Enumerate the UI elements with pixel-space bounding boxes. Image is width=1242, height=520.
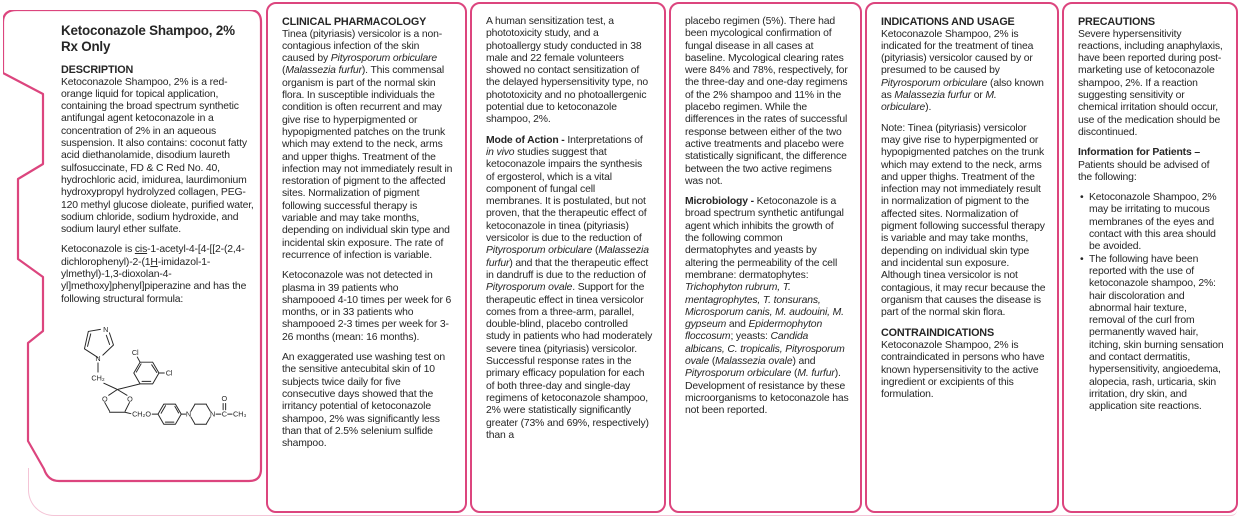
paragraph	[282, 352, 454, 450]
panel-blocks	[61, 23, 255, 306]
paragraph	[881, 29, 1046, 115]
bullet-item	[1078, 192, 1225, 253]
text-segment: Malassezia furfur	[285, 65, 362, 77]
text-segment: Trichophyton rubrum, T. mentagrophytes, T. tonsurans, Microsporum canis, M. audouini, M. gypseum	[685, 282, 844, 331]
text-segment: Ketoconazole Shampoo, 2% may be irritating to mucous membranes of the eyes and contact with this area should be avoided.	[1089, 192, 1217, 253]
text-segment: ) and that the therapeutic effect in dandruff is due to the reduction of	[486, 257, 649, 281]
atom-label: CH₂O	[132, 409, 152, 419]
section-heading: CONTRAINDICATIONS	[881, 327, 995, 340]
paragraph	[881, 123, 1046, 320]
text-segment: Note: Tinea (pityriasis) versicolor may give rise to hyperpigmented or hypopigmented patches on the trunk which may extend to the neck, arms and upper thighs. Treatment of the infection may not immediately result in normalization of pigment to the affected sites. Normalization of pigment following successful therapy is variable and may take months, depending on individual skin type and incidental sun exposure. Although tinea versicolor is not contagious, it may recur because the organism that causes the disease is part of the normal skin flora.	[881, 122, 1046, 319]
text-segment: Mode of Action -	[486, 134, 568, 146]
text-segment: Candida albicans, C. tropicalis, Pityrosporum ovale	[685, 331, 845, 368]
text-segment: ).	[925, 102, 932, 114]
text-segment: ) and	[792, 356, 816, 368]
text-segment: or	[970, 90, 986, 102]
text-segment: ; yeasts:	[730, 331, 771, 343]
panel-blocks	[486, 16, 653, 442]
text-segment: (	[709, 356, 716, 368]
text-segment: Severe hypersensitivity reactions, including anaphylaxis, have been reported during post-marketing use of ketoconazole shampoo, 2%. If a reaction suggesting sensitivity or chemical irritation should occur, use of the medication should be discontinued.	[1078, 28, 1223, 138]
bullet-text	[1089, 254, 1225, 414]
text-segment: Malassezia ovale	[715, 356, 793, 368]
text-segment: Pityrosporum orbiculare	[486, 245, 593, 257]
text-segment: A human sensitization test, a phototoxicity study, and a photoallergy study conducted in 38 male and 22 female volunteers showed no contact sensitization of the delayed hypersensitivity type, no phototoxicity and no photoallergenic potential due to ketoconazole shampoo, 2%.	[486, 16, 648, 126]
panel-blocks	[1078, 16, 1225, 414]
text-segment: Ketoconazole Shampoo, 2% is a red-orange liquid for topical application, containing the broad spectrum synthetic antifungal agent ketoconazole in a concentration of 2% in an aqueous suspension. It also contains: coconut fatty acid diethanolamide, disodium laureth sulfosuccinate, FD & C Red No. 40, hydrochloric acid, imidurea, laurdimonium hydroxypropyl hydrolyzed collagen, PEG-120 methyl glucose dioleate, purified water, sodium chloride, sodium hydroxide, and sodium lauryl ether sulfate.	[61, 76, 254, 236]
text-segment: M. orbiculare	[881, 90, 997, 114]
text-segment: (	[791, 368, 798, 380]
text-segment: Epidermophyton floccosum	[685, 319, 823, 343]
text-segment: Microbiology -	[685, 196, 757, 208]
atom-label: CH₃	[233, 409, 247, 419]
chemical-structure-formula	[61, 314, 255, 434]
text-segment: H	[150, 256, 158, 268]
text-segment: Pityrosporum orbiculare	[685, 368, 792, 380]
text-segment: Information for Patients –	[1078, 147, 1200, 159]
panel-blocks	[881, 16, 1046, 402]
text-segment: Malassezia furfur	[894, 90, 971, 102]
bullet-icon: •	[1080, 253, 1084, 265]
atom-label: O	[221, 394, 228, 404]
text-segment: Tinea (pityriasis) versicolor is a non-contagious infection of the skin caused by	[282, 28, 443, 65]
text-segment: An exaggerated use washing test on the sensitive antecubital skin of 10 subjects twice daily for five consecutive days showed that the irritancy potential of ketoconazole shampoo, 2% was significantly less than that of 2.5% selenium sulfide shampoo.	[282, 352, 445, 450]
product-title	[61, 23, 255, 55]
text-segment: (also known as	[881, 77, 1044, 102]
text-segment: Ketoconazole is a broad spectrum synthetic antifungal agent which inhibits the growth of the following common dermatophytes and yeasts by altering the permeability of the cell membrane: dermatophytes:	[685, 196, 844, 281]
text-segment: M. furfur	[797, 368, 835, 380]
atom-label: N	[103, 324, 109, 334]
atom-label: N	[185, 409, 192, 419]
paragraph	[282, 270, 454, 344]
atom-label: C	[221, 409, 228, 419]
text-segment: placebo regimen (5%). There had been mycological confirmation of fungal disease in all cases at baseline. Mycological clearing rates were 84% and 78%, respectively, for the three-day and one-day regimens of the 2% shampoo and 11% in the placebo regimen. While the differences in the rates of successful response between either of the two active treatments and placebo were statistically significant, the difference between the two active regimens was not.	[685, 16, 848, 187]
paragraph	[486, 135, 653, 442]
text-segment: and	[726, 319, 749, 331]
bullet-icon: •	[1080, 192, 1084, 204]
text-segment: Patients should be advised of the following:	[1078, 159, 1210, 183]
bullet-item	[1078, 254, 1225, 414]
product-title-line: Rx Only	[61, 39, 111, 54]
text-segment: Pityrosporum ovale	[486, 282, 573, 294]
paragraph	[685, 16, 849, 188]
text-segment: Pityrosporum orbiculare	[330, 53, 438, 65]
text-segment: Interpretations of	[567, 134, 643, 146]
paragraph	[282, 29, 454, 263]
atom-label: Cl	[131, 348, 139, 358]
atom-label: CH₂	[91, 373, 105, 383]
text-segment: Ketoconazole Shampoo, 2% is indicated for the treatment of tinea (pityriasis) versicolor caused by or presumed to be caused by	[881, 28, 1034, 77]
text-segment: studies suggest that ketoconazole impairs the synthesis of ergosterol, which is a vital component of fungal cell membranes. It is postulated, but not proven, that the therapeutic effect of ketoconazole in tinea (pityriasis) versicolor is due to the reduction of	[486, 146, 647, 245]
text-segment: in vivo	[486, 146, 515, 158]
product-title-line: Ketoconazole Shampoo, 2%	[61, 23, 235, 38]
panel-clinical-pharmacology-continued	[470, 2, 666, 513]
bullet-list	[1078, 192, 1225, 413]
text-segment: Ketoconazole was not detected in plasma in 39 patients who shampooed 4-10 times per week for 6 months, or in 33 patients who shampooed 2-3 times per week for 3-26 months (mean: 16 months).	[282, 270, 452, 343]
text-segment: Malassezia furfur	[486, 245, 649, 269]
panel-blocks	[282, 16, 454, 450]
paragraph	[1078, 147, 1225, 184]
panel-precautions	[1062, 2, 1238, 513]
atom-label: O	[127, 394, 133, 404]
text-segment: Ketoconazole is	[61, 244, 135, 256]
paragraph	[881, 340, 1046, 401]
paragraph	[1078, 29, 1225, 140]
bullet-text	[1089, 192, 1225, 253]
paragraph	[486, 16, 653, 127]
paragraph	[685, 196, 849, 417]
atom-label: N	[210, 409, 216, 419]
section-heading: DESCRIPTION	[61, 64, 134, 76]
panel-blocks	[685, 16, 849, 418]
text-segment: cis	[134, 244, 148, 256]
text-segment: Ketoconazole Shampoo, 2% is contraindicated in persons who have known hypersensitivity to the active ingredient or excipients of this formulation.	[881, 340, 1045, 401]
section-heading: INDICATIONS AND USAGE	[881, 16, 1015, 28]
panel-clinical-pharmacology	[266, 2, 467, 513]
text-segment: (	[282, 65, 286, 77]
panel-indications-contraindications	[865, 2, 1059, 513]
atom-label: N	[95, 353, 101, 363]
section-heading: CLINICAL PHARMACOLOGY	[282, 16, 427, 28]
text-segment: ). This commensal organism is part of the normal skin flora. In susceptible individuals the condition is often recurrent and may give rise to hyperpigmented or hypopigmented patches on the trunk which may extend to the neck, arms and upper thighs. Treatment of the infection may not immediately result in restoration of pigment to the affected sites. Normalization of pigment following successful therapy is variable and may take months, depending on individual skin type and incidental skin exposure. The rate of recurrence of infection is variable.	[282, 65, 453, 261]
text-segment: The following have been reported with the use of ketoconazole shampoo, 2%: hair discoloration and abnormal hair texture, removal of the curl from permanently waved hair, itching, skin burning sensation and contact dermatitis, hypersensitivity, angioedema, alopecia, rash, urticaria, skin irritation, dry skin, and application site reactions.	[1089, 253, 1224, 413]
atom-label: O	[101, 394, 108, 404]
ketoconazole-structure-drawing	[61, 314, 255, 434]
section-heading: PRECAUTIONS	[1078, 16, 1155, 28]
text-segment: -1-acetyl-4-[4-[[2-(2,4-dichlorophenyl)-2-(1	[61, 244, 245, 268]
text-segment: ). Development of resistance by these microorganisms to ketoconazole has not been reported.	[685, 368, 849, 417]
atom-label: Cl	[165, 368, 173, 378]
paragraph	[61, 244, 255, 305]
panel-microbiology	[669, 2, 862, 513]
panel-description	[3, 10, 263, 483]
text-segment: (	[592, 245, 599, 257]
paragraph	[61, 77, 255, 237]
text-segment: Pityrosporum orbiculare	[881, 77, 988, 89]
text-segment: . Support for the therapeutic effect in tinea versicolor comes from a three-arm, parallel, double-blind, placebo controlled study in patients who had moderately severe tinea (pityriasis) versicolor. Successful response rates in the primary efficacy population for each of both three-day and single-day regimens of ketoconazole shampoo, 2% were statistically significantly greater (73% and 69%, respectively) than a	[486, 282, 653, 441]
text-segment: -imidazol-1-ylmethyl)-1,3-dioxolan-4-yl]methoxy]phenyl]piperazine and has the following structural formula:	[61, 256, 247, 305]
